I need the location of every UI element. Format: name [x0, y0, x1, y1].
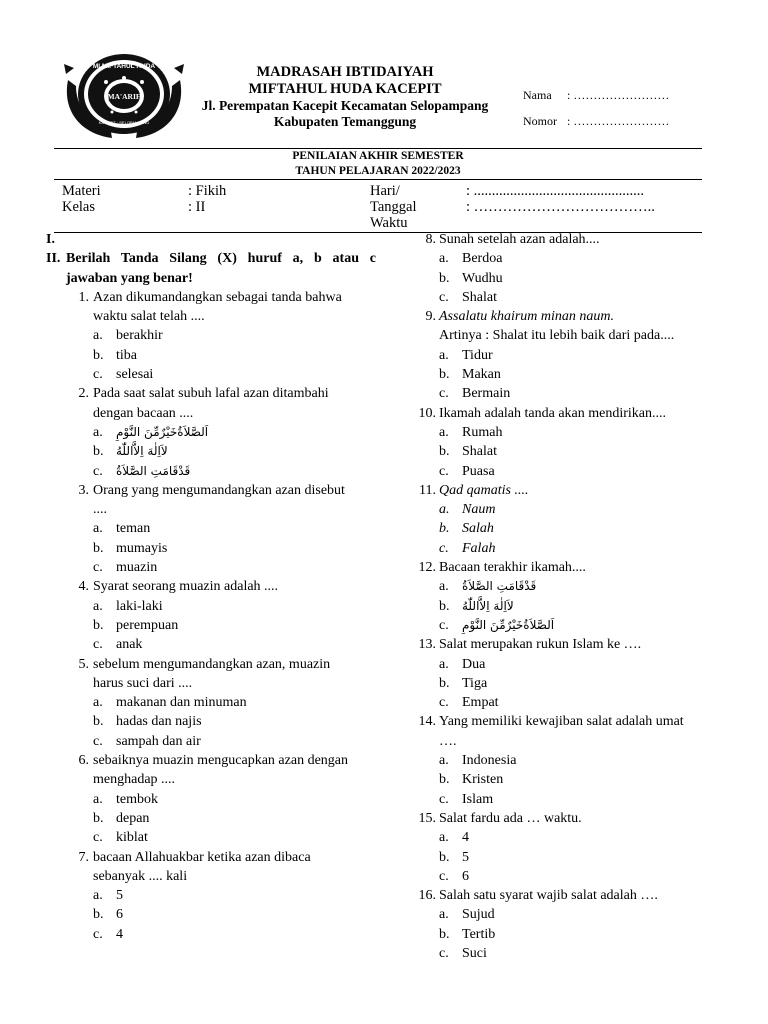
option-text: 4 — [462, 830, 469, 846]
option-letter: c. — [439, 386, 449, 402]
question-text: harus suci dari .... — [93, 675, 193, 691]
hari-value: : ............................................... — [466, 183, 645, 199]
question-text: Salat fardu ada … waktu. — [439, 810, 582, 826]
option-text: Tiga — [462, 675, 488, 691]
school-type: MADRASAH IBTIDAIYAH — [256, 64, 434, 80]
option-text: Salah — [462, 521, 494, 537]
option-letter: c. — [439, 695, 449, 711]
option-row[interactable] — [46, 558, 386, 577]
question-row — [405, 230, 735, 249]
instruction-line-1: Berilah Tanda Silang (X) huruf a, b atau c — [66, 251, 376, 267]
option-letter: c. — [439, 945, 449, 961]
option-letter: a. — [439, 830, 449, 846]
option-letter: a. — [93, 328, 103, 344]
option-letter: c. — [439, 463, 449, 479]
option-row[interactable] — [405, 905, 735, 924]
instruction-row-2 — [46, 269, 386, 288]
question-11 — [405, 481, 735, 558]
question-row — [46, 848, 386, 867]
option-row[interactable] — [405, 423, 735, 442]
question-7 — [46, 848, 386, 944]
school-address: Jl. Perempatan Kacepit Kecamatan Selopampang — [201, 98, 489, 113]
option-row[interactable] — [405, 925, 735, 944]
tanggal-value: : ……………………………….. — [466, 199, 655, 215]
option-letter: b. — [439, 598, 450, 614]
option-row[interactable] — [46, 790, 386, 809]
option-row[interactable] — [46, 519, 386, 538]
option-letter: a. — [439, 753, 449, 769]
option-text: Puasa — [462, 463, 495, 479]
nomor-field[interactable] — [523, 108, 669, 134]
option-text: hadas dan najis — [116, 714, 202, 730]
option-row[interactable] — [46, 712, 386, 731]
option-letter: a. — [93, 424, 103, 440]
option-text: laki-laki — [116, 598, 163, 614]
question-row — [46, 770, 386, 789]
option-letter: c. — [93, 560, 103, 576]
option-row[interactable] — [405, 867, 735, 886]
option-row[interactable] — [405, 655, 735, 674]
option-text: teman — [116, 521, 151, 537]
option-text: Rumah — [462, 424, 503, 440]
question-1 — [46, 288, 386, 384]
question-row — [46, 500, 386, 519]
section-heading-row-2 — [46, 249, 386, 268]
question-4 — [46, 577, 386, 654]
question-text: …. — [439, 733, 457, 749]
question-number: 16. — [418, 888, 436, 904]
option-text: Suci — [462, 945, 487, 961]
option-row[interactable] — [405, 616, 735, 635]
nama-value: : …………………… — [567, 88, 670, 102]
option-letter: c. — [439, 791, 449, 807]
option-text: mumayis — [116, 540, 168, 556]
logo-text-center: MA'ARIF — [107, 92, 141, 101]
question-text: waktu salat telah .... — [93, 309, 205, 325]
exam-title — [54, 149, 702, 179]
option-text: اَلصَّلاَةُخَيْرٌمِّنَ النَّوْمِ — [116, 424, 209, 439]
question-16 — [405, 886, 735, 963]
option-text: tiba — [116, 347, 137, 363]
option-text: Wudhu — [462, 270, 503, 286]
option-text: 5 — [462, 849, 469, 865]
option-text: Dua — [462, 656, 486, 672]
option-letter: c. — [439, 868, 449, 884]
school-logo — [62, 50, 186, 140]
question-9 — [405, 307, 735, 403]
option-text: tembok — [116, 791, 158, 807]
option-text: قَدْقَامَتِ الصَّلاَةُ — [116, 463, 191, 478]
option-letter: b. — [93, 714, 104, 730]
question-number: 5. — [78, 656, 89, 672]
question-number: 2. — [78, 386, 89, 402]
question-5 — [46, 655, 386, 751]
option-text: Falah — [462, 540, 496, 556]
option-text: Shalat — [462, 289, 497, 305]
question-row — [46, 404, 386, 423]
option-letter: b. — [439, 270, 450, 286]
option-text: makanan dan minuman — [116, 695, 247, 711]
instruction-line-2: jawaban yang benar! — [66, 270, 193, 286]
option-row[interactable] — [405, 674, 735, 693]
question-row — [405, 712, 735, 731]
question-text: Bacaan terakhir ikamah.... — [439, 560, 586, 576]
option-row[interactable] — [405, 539, 735, 558]
question-row — [405, 326, 735, 345]
student-id-fields — [523, 82, 669, 134]
option-text: Kristen — [462, 772, 504, 788]
option-row[interactable] — [405, 770, 735, 789]
option-row[interactable] — [46, 828, 386, 847]
question-number: 12. — [418, 560, 436, 576]
option-letter: b. — [93, 444, 104, 460]
question-row — [46, 655, 386, 674]
option-text: Tertib — [462, 926, 496, 942]
questions-right-column — [405, 230, 735, 963]
question-row — [405, 404, 735, 423]
option-letter: b. — [439, 772, 450, 788]
questions-left-column — [46, 230, 386, 944]
question-text: sebaiknya muazin mengucapkan azan dengan — [93, 753, 349, 769]
option-letter: c. — [93, 733, 103, 749]
option-text: Naum — [462, 502, 496, 518]
question-row — [405, 732, 735, 751]
question-13 — [405, 635, 735, 712]
waktu-label: Waktu — [370, 215, 408, 231]
option-row[interactable] — [46, 462, 386, 481]
question-number: 4. — [78, 579, 89, 595]
option-letter: b. — [439, 521, 450, 537]
option-row[interactable] — [46, 809, 386, 828]
option-text: kiblat — [116, 830, 148, 846]
question-text: Assalatu khairum minan naum. — [439, 309, 614, 325]
option-row[interactable] — [405, 346, 735, 365]
option-letter: a. — [439, 907, 449, 923]
materi-value: : Fikih — [188, 183, 227, 199]
section-number-2: II. — [46, 251, 61, 267]
option-letter: c. — [93, 637, 103, 653]
question-row — [405, 558, 735, 577]
question-text: Pada saat salat subuh lafal azan ditambahi — [93, 386, 329, 402]
question-text: Orang yang mengumandangkan azan disebut — [93, 482, 345, 498]
option-row[interactable] — [405, 848, 735, 867]
option-letter: c. — [439, 289, 449, 305]
option-letter: c. — [439, 540, 449, 556]
school-header — [190, 64, 500, 130]
question-text: Syarat seorang muazin adalah .... — [93, 579, 279, 595]
option-text: Sujud — [462, 907, 495, 923]
question-row — [46, 307, 386, 326]
question-row — [46, 288, 386, 307]
option-text: perempuan — [116, 617, 179, 633]
option-row[interactable] — [405, 597, 735, 616]
question-8 — [405, 230, 735, 307]
option-row[interactable] — [405, 944, 735, 963]
question-number: 15. — [418, 810, 436, 826]
option-text: لاَاِلٰهَ اِلاَّاللّٰهُ — [116, 444, 168, 459]
question-text: Qad qamatis .... — [439, 482, 529, 498]
option-row[interactable] — [46, 539, 386, 558]
option-text: anak — [116, 637, 143, 653]
exam-year: TAHUN PELAJARAN 2022/2023 — [295, 165, 461, 177]
option-letter: a. — [93, 888, 103, 904]
option-row[interactable] — [405, 384, 735, 403]
option-letter: c. — [93, 926, 103, 942]
option-letter: b. — [439, 675, 450, 691]
nama-field[interactable] — [523, 82, 669, 108]
option-text: berakhir — [116, 328, 163, 344]
option-letter: a. — [439, 502, 450, 518]
question-text: Azan dikumandangkan sebagai tanda bahwa — [93, 289, 342, 305]
option-letter: c. — [439, 617, 449, 633]
option-row[interactable] — [46, 326, 386, 345]
option-row[interactable] — [46, 597, 386, 616]
question-number: 9. — [425, 309, 436, 325]
option-row[interactable] — [405, 442, 735, 461]
question-text: menghadap .... — [93, 772, 176, 788]
option-text: Shalat — [462, 444, 497, 460]
option-row[interactable] — [46, 346, 386, 365]
question-row — [405, 307, 735, 326]
option-text: 6 — [462, 868, 469, 884]
option-letter: c. — [93, 830, 103, 846]
question-number: 6. — [78, 753, 89, 769]
question-number: 14. — [418, 714, 436, 730]
question-text: bacaan Allahuakbar ketika azan dibaca — [93, 849, 311, 865]
option-row[interactable] — [46, 905, 386, 924]
logo-text-top: MI MIFTAHUL HUDA — [92, 63, 156, 70]
option-letter: a. — [439, 424, 449, 440]
option-letter: b. — [439, 367, 450, 383]
option-row[interactable] — [46, 423, 386, 442]
kelas-label: Kelas — [62, 199, 96, 215]
question-number: 1. — [78, 289, 89, 305]
school-name: MIFTAHUL HUDA KACEPIT — [248, 81, 442, 97]
option-row[interactable] — [405, 500, 735, 519]
option-row[interactable] — [405, 828, 735, 847]
option-letter: a. — [93, 695, 103, 711]
question-row — [405, 481, 735, 500]
option-row[interactable] — [405, 269, 735, 288]
option-text: sampah dan air — [116, 733, 201, 749]
option-text: selesai — [116, 367, 154, 383]
option-text: Indonesia — [462, 753, 517, 769]
option-row[interactable] — [46, 635, 386, 654]
hari-label: Hari/ — [370, 183, 400, 199]
option-text: لاَاِلٰهَ اِلاَّاللّٰهُ — [462, 598, 514, 613]
question-text: Salah satu syarat wajib salat adalah …. — [439, 888, 658, 904]
question-row — [405, 809, 735, 828]
option-row[interactable] — [405, 288, 735, 307]
option-letter: c. — [93, 463, 103, 479]
question-15 — [405, 809, 735, 886]
question-row — [46, 384, 386, 403]
question-row — [405, 635, 735, 654]
option-text: اَلصَّلاَةُخَيْرٌمِّنَ النَّوْمِ — [462, 617, 555, 632]
divider-middle — [54, 179, 702, 180]
question-number: 13. — [418, 637, 436, 653]
question-14 — [405, 712, 735, 808]
option-letter: b. — [93, 347, 104, 363]
option-row[interactable] — [46, 616, 386, 635]
school-regency: Kabupaten Temanggung — [273, 114, 417, 129]
option-letter: a. — [93, 791, 103, 807]
option-text: Berdoa — [462, 251, 503, 267]
option-letter: b. — [93, 617, 104, 633]
option-row[interactable] — [405, 790, 735, 809]
option-letter: b. — [93, 907, 104, 923]
option-letter: a. — [439, 579, 449, 595]
option-text: Empat — [462, 695, 499, 711]
section-number-1: I. — [46, 232, 55, 247]
option-row[interactable] — [405, 577, 735, 596]
option-text: 6 — [116, 907, 123, 923]
option-row[interactable] — [405, 365, 735, 384]
option-text: 5 — [116, 888, 123, 904]
question-number: 8. — [425, 232, 436, 247]
question-12 — [405, 558, 735, 635]
option-letter: a. — [439, 656, 449, 672]
option-row[interactable] — [46, 886, 386, 905]
option-letter: b. — [439, 849, 450, 865]
question-row — [405, 886, 735, 905]
question-text: sebelum mengumandangkan azan, muazin — [93, 656, 331, 672]
question-text: Yang memiliki kewajiban salat adalah umat — [439, 714, 684, 730]
question-row — [46, 481, 386, 500]
option-row[interactable] — [46, 365, 386, 384]
question-3 — [46, 481, 386, 577]
question-6 — [46, 751, 386, 847]
question-row — [46, 867, 386, 886]
option-text: 4 — [116, 926, 123, 942]
option-text: قَدْقَامَتِ الصَّلاَةُ — [462, 579, 537, 594]
option-row[interactable] — [405, 519, 735, 538]
materi-label: Materi — [62, 183, 101, 199]
option-letter: a. — [93, 521, 103, 537]
option-letter: a. — [93, 598, 103, 614]
option-row[interactable] — [46, 925, 386, 944]
option-row[interactable] — [405, 693, 735, 712]
question-text: dengan bacaan .... — [93, 405, 194, 421]
option-text: Tidur — [462, 347, 493, 363]
question-10 — [405, 404, 735, 481]
question-row — [46, 674, 386, 693]
nama-label: Nama — [523, 88, 552, 102]
option-letter: a. — [439, 251, 449, 267]
option-text: Makan — [462, 367, 501, 383]
question-number: 11. — [419, 482, 436, 498]
option-letter: b. — [93, 540, 104, 556]
nomor-label: Nomor — [523, 114, 557, 128]
exam-name: PENILAIAN AKHIR SEMESTER — [292, 150, 464, 162]
option-text: muazin — [116, 560, 158, 576]
option-letter: a. — [439, 347, 449, 363]
kelas-value: : II — [188, 199, 206, 215]
question-2 — [46, 384, 386, 480]
option-row[interactable] — [405, 249, 735, 268]
option-row[interactable] — [46, 732, 386, 751]
option-row[interactable] — [405, 751, 735, 770]
tanggal-label: Tanggal — [370, 199, 417, 215]
option-text: Bermain — [462, 386, 511, 402]
question-number: 7. — [78, 849, 89, 865]
option-text: Islam — [462, 791, 494, 807]
option-row[interactable] — [405, 462, 735, 481]
question-text: Artinya : Shalat itu lebih baik dari pada.... — [439, 328, 675, 344]
question-text: Sunah setelah azan adalah.... — [439, 232, 600, 247]
question-text: .... — [93, 502, 107, 518]
question-text: Salat merupakan rukun Islam ke …. — [439, 637, 642, 653]
section-heading-row-1 — [46, 230, 386, 249]
question-row — [46, 577, 386, 596]
nomor-value: : …………………… — [567, 114, 670, 128]
option-letter: b. — [439, 444, 450, 460]
question-number: 10. — [418, 405, 436, 421]
option-letter: b. — [439, 926, 450, 942]
logo-text-bottom: KACEPIT · SELOPAMPANG — [98, 120, 150, 125]
question-number: 3. — [78, 482, 89, 498]
option-text: depan — [116, 810, 150, 826]
question-text: sebanyak .... kali — [93, 868, 188, 884]
option-row[interactable] — [46, 693, 386, 712]
option-row[interactable] — [46, 442, 386, 461]
question-row — [46, 751, 386, 770]
option-letter: c. — [93, 367, 103, 383]
question-text: Ikamah adalah tanda akan mendirikan.... — [439, 405, 667, 421]
option-letter: b. — [93, 810, 104, 826]
